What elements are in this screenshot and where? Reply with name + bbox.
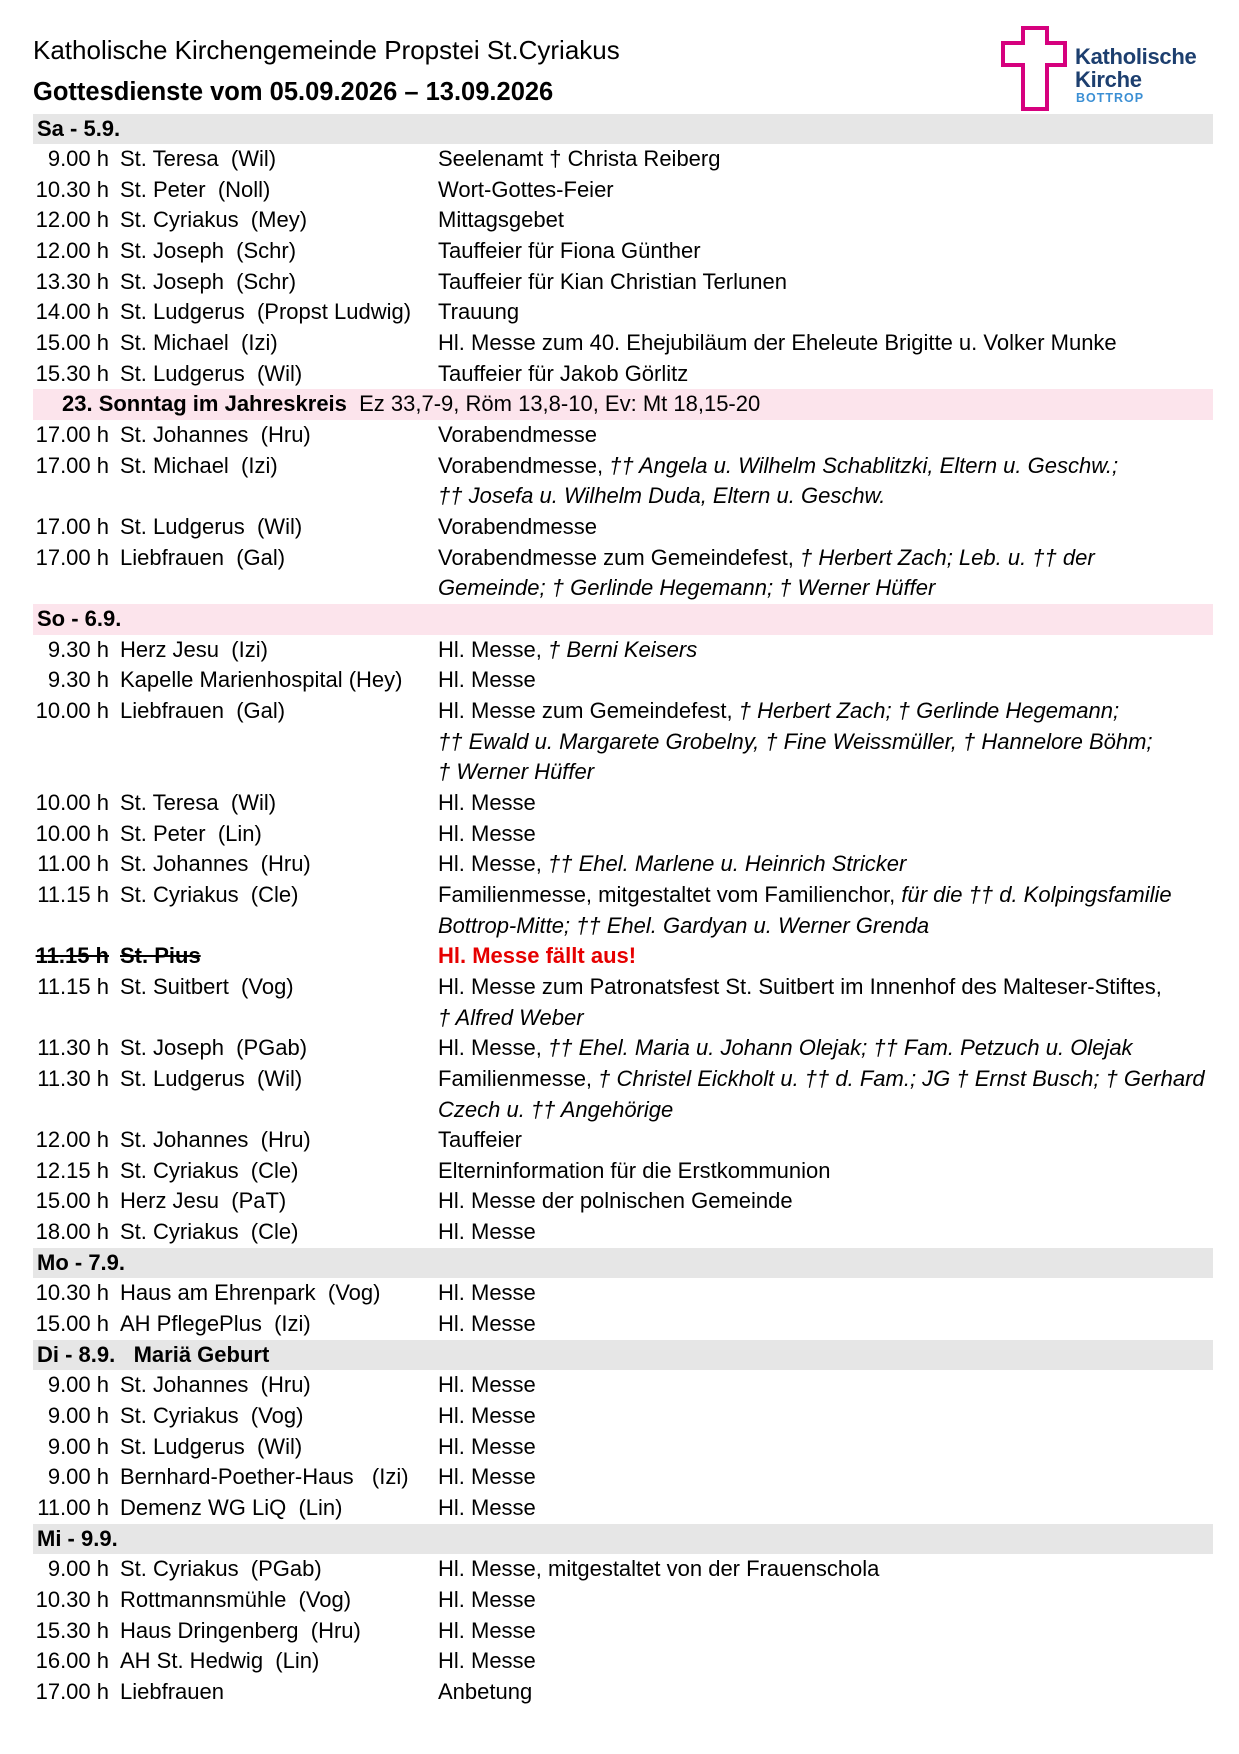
service-row: [33, 1554, 1213, 1585]
service-location: St. Ludgerus (Wil): [120, 1433, 303, 1459]
service-description: [438, 328, 1213, 359]
service-row-continuation: [33, 481, 1213, 512]
service-time: 15.30 h: [35, 360, 109, 386]
description-segment: So - 6.9.: [37, 606, 122, 631]
service-description: [438, 819, 1213, 850]
service-description: [438, 420, 1213, 451]
description-segment: Hl. Messe: [438, 1311, 536, 1337]
service-time: 10.00 h: [35, 820, 109, 846]
service-description: [438, 359, 1213, 390]
service-row: [33, 512, 1213, 543]
service-row: [33, 1156, 1213, 1187]
day-header: [33, 1248, 1213, 1279]
service-time: 9.00 h: [47, 1464, 109, 1490]
service-row: [33, 849, 1213, 880]
service-row: [33, 635, 1213, 666]
service-description: [438, 1554, 1213, 1585]
service-location: Bernhard-Poether-Haus (Izi): [120, 1464, 409, 1490]
service-location: AH PflegePlus (Izi): [120, 1311, 311, 1337]
description-segment: Tauffeier für Kian Christian Terlunen: [438, 268, 787, 294]
service-location: St. Pius: [120, 943, 201, 969]
service-description: [438, 543, 1213, 574]
service-time: 9.00 h: [47, 1372, 109, 1398]
service-description: [438, 1186, 1213, 1217]
day-header: [33, 1524, 1213, 1555]
service-row: [33, 236, 1213, 267]
service-time: 17.00 h: [35, 544, 109, 570]
service-description: [438, 1493, 1213, 1524]
service-location: St. Teresa (Wil): [120, 146, 277, 172]
service-time: 17.00 h: [35, 422, 109, 448]
description-segment: † Berni Keisers: [548, 636, 698, 662]
service-description: [438, 1646, 1213, 1677]
day-label: [37, 1248, 125, 1279]
service-location: Haus am Ehrenpark (Vog): [120, 1280, 381, 1306]
description-segment: † Herbert Zach; Leb. u. †† der: [799, 544, 1095, 570]
service-description: [438, 1432, 1213, 1463]
service-row: [33, 788, 1213, 819]
service-row: [33, 880, 1213, 911]
service-time: 12.00 h: [35, 1127, 109, 1153]
service-location: AH St. Hedwig (Lin): [120, 1648, 320, 1674]
logo-text-line2: Kirche: [1075, 67, 1142, 92]
service-description: [438, 481, 1213, 512]
service-description: [438, 512, 1213, 543]
service-row: [33, 297, 1213, 328]
description-segment: Trauung: [438, 299, 520, 325]
service-row: [33, 1401, 1213, 1432]
service-location: St. Suitbert (Vog): [120, 973, 294, 999]
service-row: [33, 328, 1213, 359]
service-row: [33, 1493, 1213, 1524]
service-time: 18.00 h: [35, 1219, 109, 1245]
description-segment: Sa - 5.9.: [37, 115, 121, 141]
description-segment: Czech u. †† Angehörige: [438, 1096, 674, 1122]
description-segment: Vorabendmesse,: [438, 452, 610, 478]
service-location: St. Peter (Lin): [120, 820, 262, 846]
service-description: [438, 757, 1213, 788]
description-segment: Hl. Messe: [438, 1587, 536, 1612]
service-description: [438, 1309, 1213, 1340]
description-segment: Hl. Messe: [438, 667, 536, 693]
service-location: St. Johannes (Hru): [120, 1372, 311, 1398]
description-segment: Hl. Messe zum 40. Ehejubiläum der Eheleute Brigitte u. Volker Munke: [438, 330, 1117, 356]
service-location: St. Johannes (Hru): [120, 851, 311, 877]
service-row-cancelled: [33, 941, 1213, 972]
service-location: Kapelle Marienhospital (Hey): [120, 667, 403, 693]
description-segment: Tauffeier für Jakob Görlitz: [438, 360, 689, 386]
description-segment: Gemeinde; † Gerlinde Hegemann; † Werner Hüffer: [438, 575, 936, 601]
description-segment: Hl. Messe, mitgestaltet von der Frauenschola: [438, 1556, 880, 1582]
service-time: 12.15 h: [35, 1157, 109, 1183]
service-time: 9.00 h: [47, 146, 109, 172]
description-segment: Hl. Messe zum Patronatsfest St. Suitbert im Innenhof des Malteser-Stiftes,: [438, 973, 1162, 999]
service-description: [438, 267, 1213, 298]
service-row: [33, 1309, 1213, 1340]
service-row-continuation: [33, 573, 1213, 604]
service-description: [438, 451, 1213, 482]
service-time: 9.00 h: [47, 1433, 109, 1459]
day-label: [37, 1524, 118, 1555]
description-segment: Ez 33,7-9, Röm 13,8-10, Ev: Mt 18,15-20: [346, 391, 761, 417]
service-location: St. Joseph (Schr): [120, 268, 297, 294]
service-location: St. Michael (Izi): [120, 330, 278, 356]
description-segment: Hl. Messe: [438, 1219, 536, 1245]
service-row: [33, 1370, 1213, 1401]
service-time: 10.30 h: [35, 1587, 109, 1612]
service-location: Haus Dringenberg (Hru): [120, 1617, 361, 1643]
service-description: [438, 911, 1213, 942]
service-description: [438, 1462, 1213, 1493]
service-row: [33, 420, 1213, 451]
description-segment: Hl. Messe: [438, 1464, 536, 1490]
description-segment: †† Angela u. Wilhelm Schablitzki, Eltern u. Geschw.;: [609, 452, 1119, 478]
service-time: 12.00 h: [35, 207, 109, 233]
service-description: [438, 1064, 1213, 1095]
service-description: [438, 205, 1213, 236]
service-row: [33, 359, 1213, 390]
description-segment: Tauffeier: [438, 1127, 522, 1153]
description-segment: Hl. Messe,: [438, 1035, 549, 1061]
logo: [1000, 24, 1215, 114]
service-row-continuation: [33, 911, 1213, 942]
description-segment: Vorabendmesse: [438, 514, 597, 540]
service-description: [438, 573, 1213, 604]
service-row: [33, 205, 1213, 236]
service-time: 11.15 h: [37, 881, 109, 907]
description-segment: Vorabendmesse zum Gemeindefest,: [438, 544, 800, 570]
description-segment: Hl. Messe,: [438, 851, 549, 877]
service-description: [438, 849, 1213, 880]
service-row: [33, 175, 1213, 206]
description-segment: Hl. Messe: [438, 1617, 536, 1643]
description-segment: † Alfred Weber: [438, 1004, 584, 1030]
description-segment: Mo - 7.9.: [37, 1249, 126, 1275]
description-segment: Hl. Messe zum Gemeindefest,: [438, 697, 739, 723]
service-location: Herz Jesu (Izi): [120, 636, 268, 662]
service-location: Liebfrauen (Gal): [120, 544, 286, 570]
service-row: [33, 1585, 1213, 1616]
service-location: St. Johannes (Hru): [120, 1127, 311, 1153]
service-location: St. Cyriakus (Mey): [120, 207, 308, 233]
service-time: 17.00 h: [35, 1678, 109, 1704]
description-segment: Hl. Messe: [438, 1495, 536, 1521]
service-time: 10.00 h: [35, 697, 109, 723]
service-time: 16.00 h: [35, 1648, 109, 1674]
service-time: 11.15 h: [35, 943, 109, 969]
service-time: 13.30 h: [35, 268, 109, 294]
service-row: [33, 1217, 1213, 1248]
service-time: 11.30 h: [37, 1035, 109, 1061]
service-row: [33, 1033, 1213, 1064]
service-description: [438, 1616, 1213, 1647]
service-description: [438, 880, 1213, 911]
description-segment: Bottrop-Mitte; †† Ehel. Gardyan u. Werner Grenda: [438, 912, 930, 938]
service-location: St. Teresa (Wil): [120, 789, 277, 815]
service-row: [33, 1677, 1213, 1708]
service-time: 10.30 h: [35, 176, 109, 202]
description-segment: Mi - 9.9.: [37, 1525, 118, 1551]
description-segment: Hl. Messe: [438, 1280, 536, 1306]
description-segment: Vorabendmesse: [438, 422, 597, 448]
service-time: 9.00 h: [47, 1403, 109, 1429]
service-time: 11.15 h: [37, 973, 109, 999]
description-segment: Hl. Messe: [438, 1433, 536, 1459]
service-description: [438, 696, 1213, 727]
service-location: St. Ludgerus (Wil): [120, 514, 303, 540]
day-label: [37, 1340, 269, 1371]
description-segment: für die †† d. Kolpingsfamilie: [901, 881, 1172, 907]
service-location: St. Johannes (Hru): [120, 422, 311, 448]
service-description: [438, 1217, 1213, 1248]
description-segment: Wort-Gottes-Feier: [438, 176, 614, 202]
service-description: [438, 941, 1213, 972]
service-row: [33, 972, 1213, 1003]
service-time: 15.30 h: [35, 1617, 109, 1643]
description-segment: Familienmesse, mitgestaltet vom Familienchor,: [438, 881, 902, 907]
service-description: [438, 727, 1213, 758]
service-row: [33, 144, 1213, 175]
day-header: [33, 1340, 1213, 1371]
service-time: 10.00 h: [35, 789, 109, 815]
service-description: [438, 297, 1213, 328]
day-label: [37, 604, 121, 635]
service-time: 15.00 h: [35, 330, 109, 356]
service-description: [438, 635, 1213, 666]
service-row-continuation: [33, 757, 1213, 788]
service-time: 17.00 h: [35, 452, 109, 478]
description-segment: Hl. Messe der polnischen Gemeinde: [438, 1188, 793, 1214]
service-description: [438, 1095, 1213, 1126]
description-segment: Hl. Messe: [438, 789, 536, 815]
service-row-continuation: [33, 727, 1213, 758]
service-schedule: [33, 114, 1213, 1708]
service-location: St. Cyriakus (Cle): [120, 1157, 299, 1183]
service-row: [33, 696, 1213, 727]
service-location: Liebfrauen (Gal): [120, 697, 286, 723]
service-row: [33, 1462, 1213, 1493]
service-time: 17.00 h: [35, 514, 109, 540]
parish-name: Katholische Kirchengemeinde Propstei St.Cyriakus: [33, 35, 620, 65]
service-time: 9.30 h: [47, 667, 109, 693]
service-row: [33, 819, 1213, 850]
description-segment: Hl. Messe fällt aus!: [438, 943, 637, 969]
service-description: [438, 1370, 1213, 1401]
service-time: 11.30 h: [37, 1065, 109, 1091]
description-segment: † Christel Eickholt u. †† d. Fam.; JG † Ernst Busch; † Gerhard: [598, 1065, 1205, 1091]
service-time: 10.30 h: [35, 1280, 109, 1306]
service-row: [33, 1646, 1213, 1677]
service-location: St. Ludgerus (Propst Ludwig): [120, 299, 412, 325]
service-description: [438, 1585, 1213, 1616]
description-segment: Tauffeier für Fiona Günther: [438, 238, 701, 264]
service-time: 9.30 h: [47, 636, 109, 662]
description-segment: †† Josefa u. Wilhelm Duda, Eltern u. Geschw.: [438, 483, 886, 509]
service-row-continuation: [33, 1003, 1213, 1034]
service-description: [438, 144, 1213, 175]
description-segment: Hl. Messe: [438, 1648, 536, 1674]
service-location: St. Joseph (PGab): [120, 1035, 308, 1061]
service-row: [33, 1278, 1213, 1309]
day-header: [33, 114, 1213, 145]
service-time: 12.00 h: [35, 238, 109, 264]
service-location: St. Ludgerus (Wil): [120, 1065, 303, 1091]
service-location: St. Joseph (Schr): [120, 238, 297, 264]
service-description: [438, 1401, 1213, 1432]
description-segment: Hl. Messe,: [438, 636, 549, 662]
service-time: 15.00 h: [35, 1188, 109, 1214]
service-row: [33, 1432, 1213, 1463]
day-header: [33, 604, 1213, 635]
logo-text-city: BOTTROP: [1076, 91, 1145, 105]
service-row: [33, 1125, 1213, 1156]
service-description: [438, 788, 1213, 819]
logo-text-line1: Katholische: [1075, 44, 1197, 69]
description-segment: Anbetung: [438, 1678, 533, 1704]
service-location: Demenz WG LiQ (Lin): [120, 1495, 343, 1521]
service-description: [438, 665, 1213, 696]
description-segment: Familienmesse,: [438, 1065, 599, 1091]
service-location: Liebfrauen: [120, 1678, 224, 1704]
day-label: [37, 114, 120, 145]
service-row: [33, 267, 1213, 298]
service-description: [438, 1003, 1213, 1034]
liturgy-header: [33, 389, 1213, 420]
service-row: [33, 451, 1213, 482]
service-time: 14.00 h: [35, 299, 109, 325]
service-description: [438, 1156, 1213, 1187]
service-row: [33, 543, 1213, 574]
service-row-continuation: [33, 1095, 1213, 1126]
service-location: St. Ludgerus (Wil): [120, 360, 303, 386]
description-segment: Mittagsgebet: [438, 207, 564, 233]
service-time: 11.00 h: [37, 851, 109, 877]
service-description: [438, 1278, 1213, 1309]
description-segment: † Werner Hüffer: [438, 759, 595, 785]
service-description: [438, 236, 1213, 267]
service-description: [438, 1125, 1213, 1156]
liturgy-label: [62, 389, 760, 420]
service-location: St. Cyriakus (Cle): [120, 1219, 299, 1245]
service-location: St. Cyriakus (Vog): [120, 1403, 304, 1429]
description-segment: 23. Sonntag im Jahreskreis: [62, 391, 347, 417]
service-row: [33, 1064, 1213, 1095]
description-segment: Seelenamt † Christa Reiberg: [438, 146, 721, 172]
service-time: 15.00 h: [35, 1311, 109, 1337]
service-description: [438, 972, 1213, 1003]
description-segment: Hl. Messe: [438, 820, 536, 846]
description-segment: †† Ewald u. Margarete Grobelny, † Fine Weissmüller, † Hannelore Böhm;: [438, 728, 1153, 754]
service-description: [438, 1677, 1213, 1708]
service-location: St. Cyriakus (Cle): [120, 881, 299, 907]
service-description: [438, 175, 1213, 206]
service-row: [33, 1186, 1213, 1217]
schedule-title: Gottesdienste vom 05.09.2026 – 13.09.2026: [33, 78, 554, 106]
service-description: [438, 1033, 1213, 1064]
service-location: St. Cyriakus (PGab): [120, 1556, 322, 1582]
description-segment: Hl. Messe: [438, 1403, 536, 1429]
description-segment: † Herbert Zach; † Gerlinde Hegemann;: [738, 697, 1120, 723]
service-row: [33, 1616, 1213, 1647]
description-segment: †† Ehel. Marlene u. Heinrich Stricker: [548, 851, 907, 877]
service-location: Herz Jesu (PaT): [120, 1188, 287, 1214]
service-location: St. Peter (Noll): [120, 176, 271, 202]
service-location: Rottmannsmühle (Vog): [120, 1587, 352, 1612]
service-row: [33, 665, 1213, 696]
service-time: 11.00 h: [37, 1495, 109, 1521]
description-segment: Di - 8.9. Mariä Geburt: [37, 1341, 270, 1367]
description-segment: Elterninformation für die Erstkommunion: [438, 1157, 831, 1183]
service-location: St. Michael (Izi): [120, 452, 278, 478]
service-time: 9.00 h: [47, 1556, 109, 1582]
cross-icon: [1000, 24, 1070, 114]
description-segment: Hl. Messe: [438, 1372, 536, 1398]
description-segment: †† Ehel. Maria u. Johann Olejak; †† Fam. Petzuch u. Olejak: [548, 1035, 1133, 1061]
